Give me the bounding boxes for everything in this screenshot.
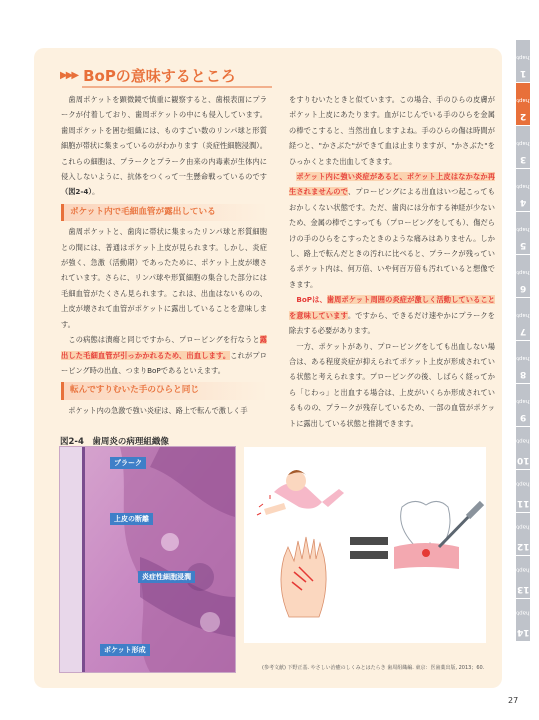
chapter-tab-number: 13 <box>516 584 530 594</box>
paragraph: この病態は潰瘍と同じですから、プロービングを行なうと露出した毛細血管が引っかかれるため、出血します。これがプロービング時の出血、つまりBoPであるといえます。 <box>61 335 267 375</box>
chapter-tab-7[interactable] <box>511 298 534 340</box>
subheading-capillary: ポケット内で毛細血管が露出している <box>61 204 268 221</box>
chapter-tab-label: Chapter <box>511 566 533 573</box>
paragraph: 一方、ポケットがあり、プロービングをしても出血しない場合は、ある程度炎症が抑えられてポケット上皮が形成されている状態と考えられます。プロービングの後、しばらく経ってから「じわっ」と出血する場合は、上皮がいくらか形成されているものの、プラークが残存しているため、一部の血管がポケットに露出している状態と推測できます。 <box>289 341 495 428</box>
chapter-tab-12[interactable] <box>511 513 533 555</box>
paragraph: 歯周ポケットを顕微鏡で慎重に観察すると、歯根表面にプラークが付着しており、歯周ポケットの中にも侵入しています。歯周ポケットを囲む組織には、ものすごい数のリンパ球と形質細胞が帯状に集まっているのがわかります（炎症性細胞浸潤）。これらの細胞は、プラークとプラーク由来の内毒素が生体内に侵入しないように、抗体をつくって一生懸命戦っているのです（図2-4）。 <box>61 95 267 197</box>
paragraph: をすりむいたときと似ています。この場合、手のひらの皮膚がポケット上皮にあたります。血がにじんでいる手のひらを金属の棒でこすると、当然出血しますよね。手のひらの傷は時間が経つと、"かさぶた"ができて血は止まりますが、"かさぶた"をひっかくとまた出血してきます。 <box>289 95 495 166</box>
chapter-tab-label: Chapter <box>511 96 534 103</box>
chapter-tab-2[interactable] <box>511 83 534 125</box>
chapter-tab-number: 6 <box>519 283 527 293</box>
analogy-illustration <box>244 447 486 643</box>
chapter-tab-number: 8 <box>519 369 527 379</box>
reference-note: (参考文献) 下野正基. やさしい治癒のしくみとはたらき 歯周組織編. 東京：医歯薬出版, 2013；60. <box>262 665 485 671</box>
left-column <box>61 92 267 418</box>
chapter-tab-3[interactable] <box>511 126 534 168</box>
subheading-palm: 転んですりむいた手のひらと同じ <box>61 382 268 399</box>
chapter-tab-label: Chapter <box>511 53 534 60</box>
tooth-probing-illustration <box>394 501 482 569</box>
figure-title: 図2-4 歯周炎の病理組織像 <box>60 437 169 447</box>
chapter-tab-label: Chapter <box>511 609 533 616</box>
chapter-tab-number: 4 <box>519 197 527 207</box>
chapter-tab-number: 3 <box>519 154 527 164</box>
right-column <box>289 92 495 431</box>
chapter-tab-label: Chapter <box>511 437 533 444</box>
paragraph: ポケット内の急激で強い炎症は、路上で転んで激しく手 <box>68 405 248 415</box>
label-epithelium-lost: 上皮の断離 <box>110 513 153 525</box>
triple-arrow-icon: ▶▶▶ <box>60 69 78 81</box>
histology-image <box>59 446 236 673</box>
chapter-tab-label: Chapter <box>511 268 534 275</box>
chapter-tab-label: Chapter <box>511 311 534 318</box>
chapter-tab-label: Chapter <box>511 182 534 189</box>
chapter-tab-number: 10 <box>516 455 530 465</box>
chapter-tab-11[interactable] <box>511 470 533 512</box>
chapter-tab-label: Chapter <box>511 139 534 146</box>
chapter-tab-9[interactable] <box>511 384 534 426</box>
heading-underline <box>82 86 272 88</box>
section-heading <box>60 64 270 86</box>
paragraph: 歯周ポケットと、歯肉に帯状に集まったリンパ球と形質細胞との間には、普通はポケット上皮が見られます。しかし、炎症が強く、急激（活動期）であったために、ポケット上皮が壊されています。さらに、リンパ球や形質細胞の集合した部分には毛細血管がたくさん見られます。これは、出血はないものの、上皮が壊されて血管がポケットに露出していることを意味します。 <box>61 227 267 329</box>
chapter-tab-8[interactable] <box>511 341 534 383</box>
chapter-tab-number: 12 <box>516 541 530 551</box>
chapter-tabs <box>511 40 534 642</box>
chapter-tab-number: 2 <box>519 111 527 121</box>
chapter-tab-13[interactable] <box>511 556 533 598</box>
scraped-hand-illustration <box>281 537 326 617</box>
chapter-tab-label: Chapter <box>511 523 533 530</box>
chapter-tab-number: 11 <box>516 498 530 508</box>
falling-child-illustration <box>257 470 344 515</box>
chapter-tab-6[interactable] <box>511 255 534 297</box>
chapter-tab-label: Chapter <box>511 480 533 487</box>
chapter-tab-number: 14 <box>516 627 530 637</box>
page-number: 27 <box>508 696 519 705</box>
section-title: BoPの意味するところ <box>83 66 236 85</box>
chapter-tab-label: Chapter <box>511 354 534 361</box>
chapter-tab-10[interactable] <box>511 427 533 469</box>
chapter-tab-1[interactable] <box>511 40 534 82</box>
chapter-tab-number: 1 <box>519 68 527 78</box>
chapter-tab-label: Chapter <box>511 225 534 232</box>
equals-sign <box>350 537 388 545</box>
chapter-tab-14[interactable] <box>511 599 533 641</box>
chapter-tab-5[interactable] <box>511 212 534 254</box>
chapter-tab-label: Chapter <box>511 397 534 404</box>
label-infiltration: 炎症性細胞浸潤 <box>138 571 195 583</box>
chapter-tab-number: 5 <box>519 240 527 250</box>
paragraph: BoPは、歯周ポケット周囲の炎症が激しく活動していることを意味しています。ですから、できるだけ速やかにプラークを除去する必要があります。 <box>289 295 495 336</box>
chapter-tab-4[interactable] <box>511 169 534 211</box>
label-pocket: ポケット形成 <box>100 644 150 656</box>
label-plaque: プラーク <box>110 457 146 469</box>
chapter-tab-number: 7 <box>519 326 527 336</box>
chapter-tab-number: 9 <box>519 412 527 422</box>
paragraph: ポケット内に強い炎症があると、ポケット上皮はなかなか再生されませんので、プロービングによる出血はいつ起こってもおかしくない状態です。ただ、歯肉には分布する神経が少ないため、金属の棒でこすっても（プロービングをしても）、傷だらけの手のひらをこすったときのような痛みはありません。しかし、路上で転んだときの汚れに比べると、プラークが残っているポケット内は、何万倍、いや何百万倍も汚れていると想像できます。 <box>289 172 495 289</box>
